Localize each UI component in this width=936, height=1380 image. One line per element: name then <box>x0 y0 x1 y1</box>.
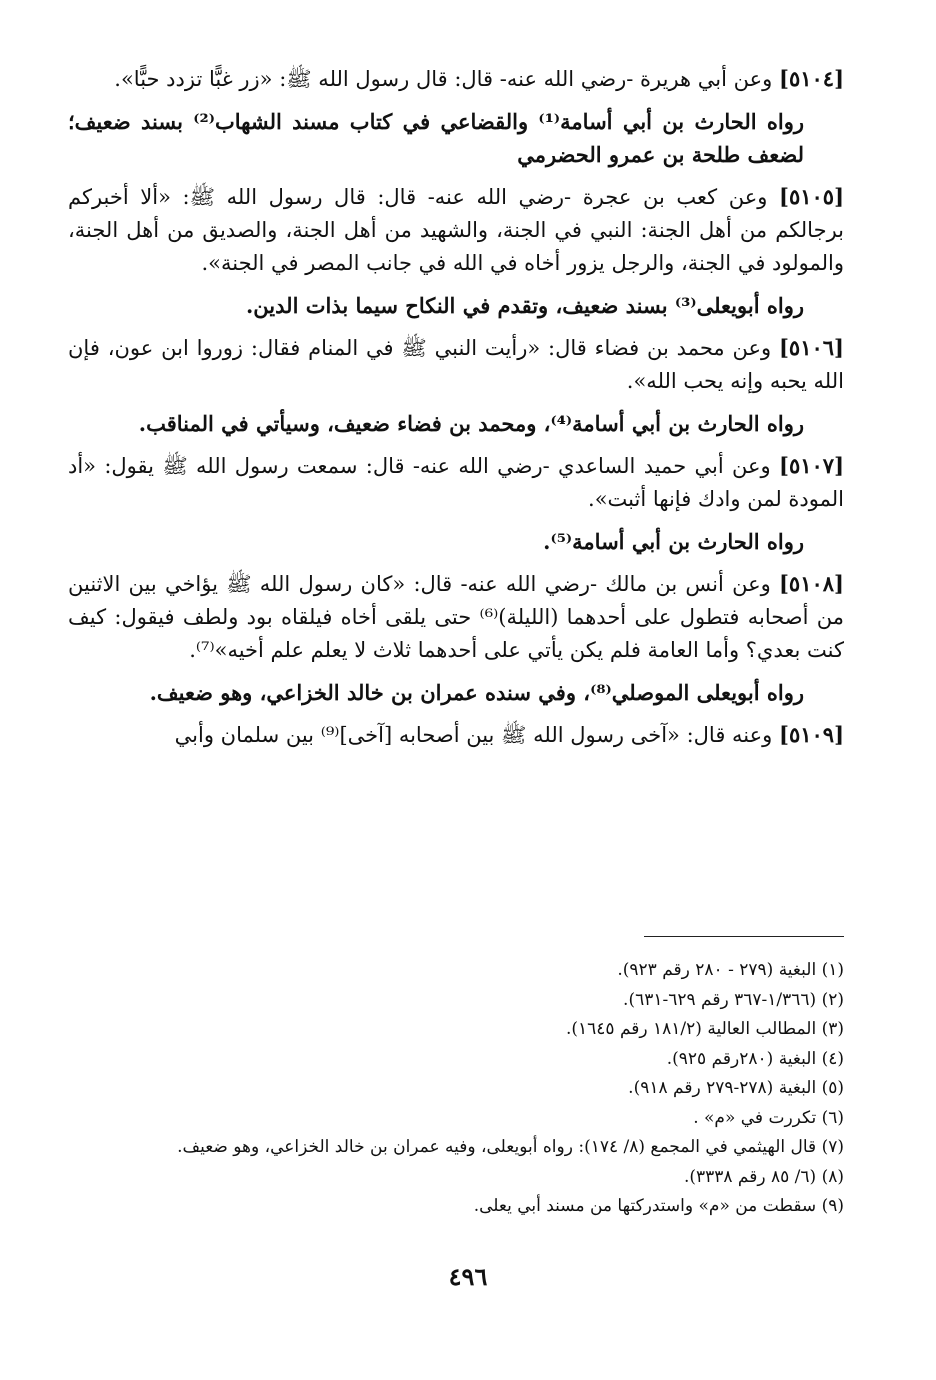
hadith-number: [٥١٠٨] <box>778 571 844 596</box>
hadith-text <box>68 567 844 667</box>
footnotes <box>68 956 844 1222</box>
hadith-body: وعن كعب بن عجرة -رضي الله عنه- قال: قال رسول الله ﷺ: «ألا أخبركم برجالكم من أهل الجنة: النبي في الجنة، والشهيد من أهل الجنة، والصديق من أهل الجنة، والمولود في الجنة، والرجل يزور أخاه في الله في جانب المصر في الجنة». <box>68 185 844 275</box>
hadith-body: وعنه قال: «آخى رسول الله ﷺ بين أصحابه [آخى]⁽⁹⁾ بين سلمان وأبي <box>174 723 773 747</box>
hadith-text <box>68 62 844 96</box>
main-text <box>68 62 844 761</box>
footnote-9: (٩) سقطت من «م» واستدركتها من مسند أبي يعلى. <box>473 1196 844 1216</box>
footnote-separator <box>644 936 844 937</box>
hadith-source: رواه الحارث بن أبي أسامة⁽⁵⁾. <box>543 529 804 554</box>
hadith-source: رواه الحارث بن أبي أسامة⁽¹⁾ والقضاعي في كتاب مسند الشهاب⁽²⁾ بسند ضعيف؛ لضعف طلحة بن عمرو الحضرمي <box>68 109 804 167</box>
hadith-number: [٥١٠٩] <box>779 722 844 747</box>
entry-5109 <box>68 718 844 752</box>
hadith-text <box>68 331 844 398</box>
footnote-6: (٦) تكررت في «م» . <box>693 1107 844 1128</box>
hadith-number: [٥١٠٥] <box>779 184 844 209</box>
hadith-text <box>68 449 844 516</box>
hadith-body: وعن أبي هريرة -رضي الله عنه- قال: قال رسول الله ﷺ: «زر غبًّا تزدد حبًّا». <box>114 67 773 91</box>
hadith-body: وعن أنس بن مالك -رضي الله عنه- قال: «كان رسول الله ﷺ يؤاخي بين الاثنين من أصحابه فتطول على أحدهما (الليلة)⁽⁶⁾ حتى يلقى أخاه فيلقاه بود ولطف فيقول: كيف كنت بعدي؟ وأما العامة فلم يكن يأتي على أحدهما ثلاث لا يعلم علم أخيه»⁽⁷⁾. <box>68 572 844 662</box>
hadith-body: وعن أبي حميد الساعدي -رضي الله عنه- قال: سمعت رسول الله ﷺ يقول: «أد المودة لمن وادك فإنها أثبت». <box>68 454 844 511</box>
footnote-4: (٤) البغية (٢٨٠رقم ٩٢٥). <box>666 1048 844 1069</box>
hadith-source: رواه الحارث بن أبي أسامة⁽⁴⁾، ومحمد بن فضاء ضعيف، وسيأتي في المناقب. <box>138 411 804 436</box>
entry-5104 <box>68 62 844 171</box>
footnote-5: (٥) البغية (٢٧٨-٢٧٩ رقم ٩١٨). <box>628 1078 844 1098</box>
hadith-number: [٥١٠٤] <box>779 66 844 91</box>
footnote-2: (٢) (١/٣٦٦-٣٦٧ رقم ٦٢٩-٦٣١). <box>623 989 844 1010</box>
hadith-number: [٥١٠٧] <box>779 453 844 478</box>
entry-5105 <box>68 180 844 322</box>
hadith-body: وعن محمد بن فضاء قال: «رأيت النبي ﷺ في المنام فقال: زوروا ابن عون، فإن الله يحبه وإنه يحب الله». <box>68 336 844 393</box>
hadith-source: رواه أبويعلى الموصلي⁽⁸⁾، وفي سنده عمران بن خالد الخزاعي، وهو ضعيف. <box>149 680 804 705</box>
hadith-text <box>68 718 844 752</box>
hadith-source: رواه أبويعلى⁽³⁾ بسند ضعيف، وتقدم في النكاح سيما بذات الدين. <box>246 293 804 318</box>
footnote-3: (٣) المطالب العالية (١٨١/٢ رقم ١٦٤٥). <box>565 1019 844 1039</box>
entry-5106 <box>68 331 844 440</box>
page-number: ٤٩٦ <box>448 1262 488 1291</box>
footnote-1: (١) البغية (٢٧٩ - ٢٨٠ رقم ٩٢٣). <box>617 960 844 980</box>
entry-5107 <box>68 449 844 558</box>
entry-5108 <box>68 567 844 709</box>
hadith-number: [٥١٠٦] <box>778 335 844 360</box>
hadith-text <box>68 180 844 280</box>
footnote-8: (٨) (٦/ ٨٥ رقم ٣٣٣٨). <box>683 1166 844 1187</box>
footnote-7: (٧) قال الهيثمي في المجمع (٨/ ١٧٤): رواه أبويعلى، وفيه عمران بن خالد الخزاعي، وهو ضعيف. <box>177 1137 844 1157</box>
